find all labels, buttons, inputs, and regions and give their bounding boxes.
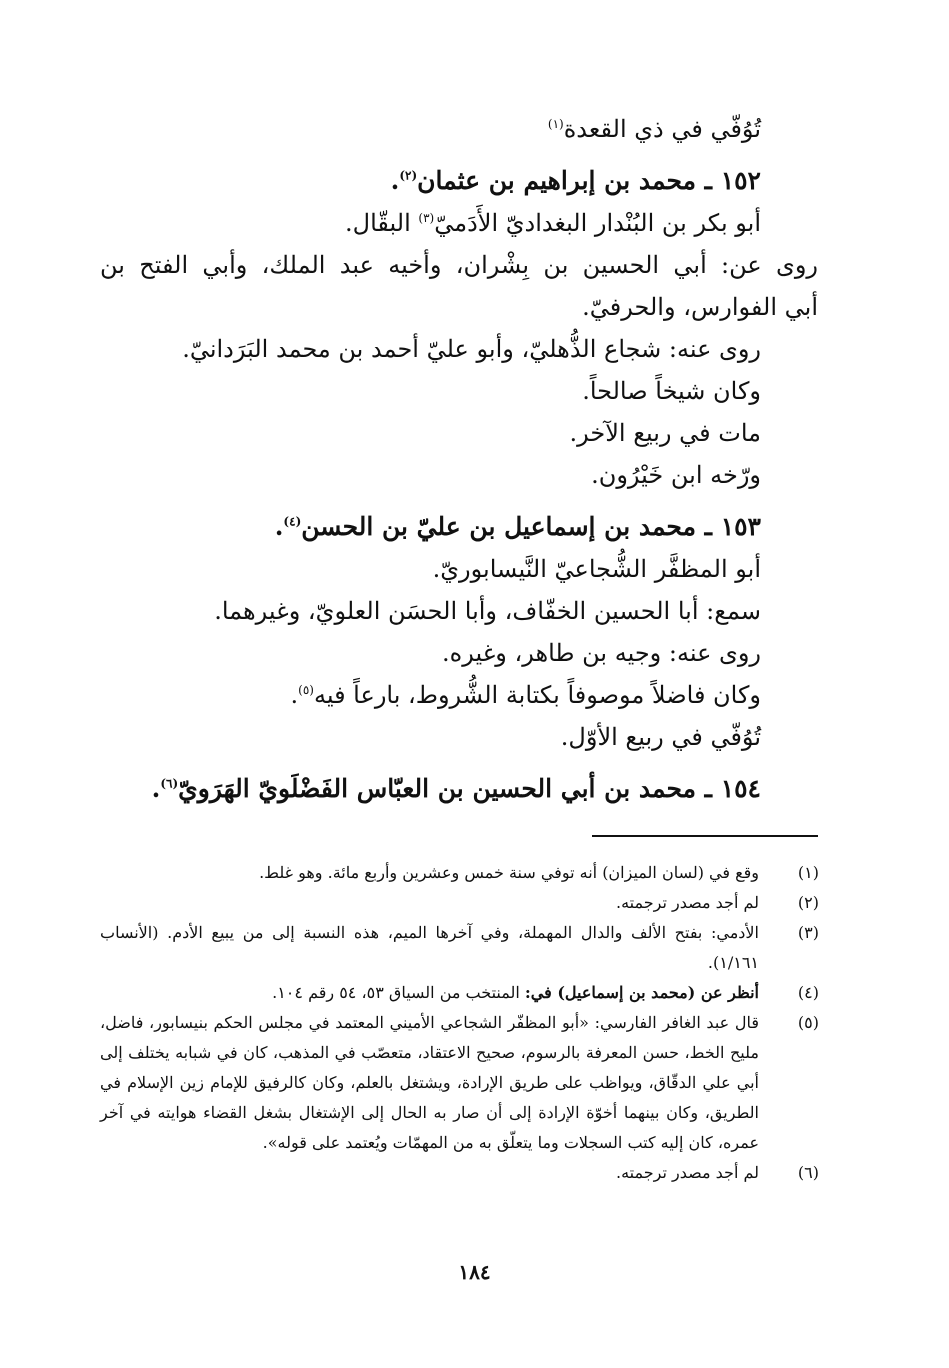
footnote <box>100 888 819 918</box>
footnote-text: لم أجد مصدر ترجمته. <box>616 893 759 912</box>
footnote-ref[interactable]: (٥) <box>298 683 314 697</box>
text-line: روى عنه: شجاع الذُّهليّ، وأبو عليّ أحمد بن محمد البَرَدانيّ. <box>182 335 761 363</box>
text-line: تُوُفّي في ذي القعدة$^{(١)}$ <box>547 115 761 143</box>
footnote <box>100 918 819 978</box>
footnote-bold-label: أنظر عن (محمد بن إسماعيل) في: <box>524 983 759 1002</box>
footnote-number: (٥) <box>797 1013 819 1032</box>
entry-heading-154: ١٥٤ ـ محمد بن أبي الحسين بن العبّاس الفَضْلَويّ الهَرَويّ$^{(٦)}$. <box>151 774 761 803</box>
footnote <box>100 978 819 1008</box>
footnote-number: (١) <box>797 863 819 882</box>
footnote-number: (٦) <box>797 1163 819 1182</box>
footnote-ref[interactable]: (٢) <box>399 168 418 183</box>
page-number: ١٨٤ <box>458 1260 491 1284</box>
footnote <box>100 1008 819 1158</box>
text-line: وكان فاضلاً موصوفاً بكتابة الشُّروط، بارعاً فيه$^{(٥)}$. <box>290 681 761 709</box>
footnote-text: الأدمي: بفتح الألف والدال المهملة، وفي آخرها الميم، هذه النسبة إلى من يبيع الأدم. (الأنساب ١/١٦١). <box>100 923 760 972</box>
footnote-ref[interactable]: (١) <box>547 117 564 131</box>
text-line: وكان شيخاً صالحاً. <box>582 377 761 405</box>
footnote-ref[interactable]: (٣) <box>418 211 435 225</box>
footnote-separator <box>592 835 818 837</box>
entry-heading-153: ١٥٣ ـ محمد بن إسماعيل بن عليّ بن الحسن$^{(٤)}$. <box>274 512 761 541</box>
footnote-text: المنتخب من السياق ٥٣، ٥٤ رقم ١٠٤. <box>272 983 525 1002</box>
text-line: روى عن: أبي الحسين بن بِشْران، وأخيه عبد الملك، وأبي الفتح بن <box>100 251 818 279</box>
text-line: أبو المظفَّر الشُّجاعيّ النَّيسابوريّ. <box>432 555 761 583</box>
text-line: تُوُفّي في ربيع الأوّل. <box>560 723 761 751</box>
footnote-number: (٤) <box>797 983 819 1002</box>
entry-heading-152: ١٥٢ ـ محمد بن إبراهيم بن عثمان$^{(٢)}$. <box>390 166 761 195</box>
footnote-text: قال عبد الغافر الفارسي: «أبو المظفّر الشجاعي الأميني المعتمد في مجلس الحكم بنيسابور، فاضل، مليح الخط، حسن المعرفة بالرسوم، صحيح الاعتقاد، متعصّب في المذهب، كان في شبابه يختلف إلى أبي علي الدقّاق، ويواظب على طريق الإرادة، ويشتغل بالعلم، وكان كالرفيق للإمام زين الإسلام في الطريق، وكان بينهما أخوّة الإرادة إلى أن صار به الحال إلى الإشتغال بشغل القضاء هوايته في آخر عمره، كان إليه كتب السجلات وما يتعلّق به من المهمّات ويُعتمد على قوله». <box>100 1013 760 1152</box>
text-line: ورّخه ابن خَيْرُون. <box>591 461 761 489</box>
footnote <box>100 858 819 888</box>
footnote-text: لم أجد مصدر ترجمته. <box>616 1163 759 1182</box>
footnote <box>100 1158 819 1188</box>
text-line: روى عنه: وجيه بن طاهر، وغيره. <box>442 639 761 667</box>
text-line: أبو بكر بن البُنْدار البغداديّ الأَدَميّ$^{(٣)}$ البقّال. <box>345 209 761 237</box>
footnote-ref[interactable]: (٤) <box>283 514 302 529</box>
footnote-number: (٣) <box>797 923 819 942</box>
footnotes <box>100 858 819 1188</box>
main-text <box>100 108 818 810</box>
text-line: سمع: أبا الحسين الخفّاف، وأبا الحسَن العلويّ، وغيرهما. <box>214 597 761 625</box>
footnote-ref[interactable]: (٦) <box>160 776 179 791</box>
footnote-text: وقع في (لسان الميزان) أنه توفي سنة خمس وعشرين وأربع مائة. وهو غلط. <box>259 863 759 882</box>
text-line: مات في ربيع الآخر. <box>569 419 761 447</box>
text-line: أبي الفوارس، والحرفيّ. <box>582 293 818 321</box>
footnote-number: (٢) <box>797 893 819 912</box>
